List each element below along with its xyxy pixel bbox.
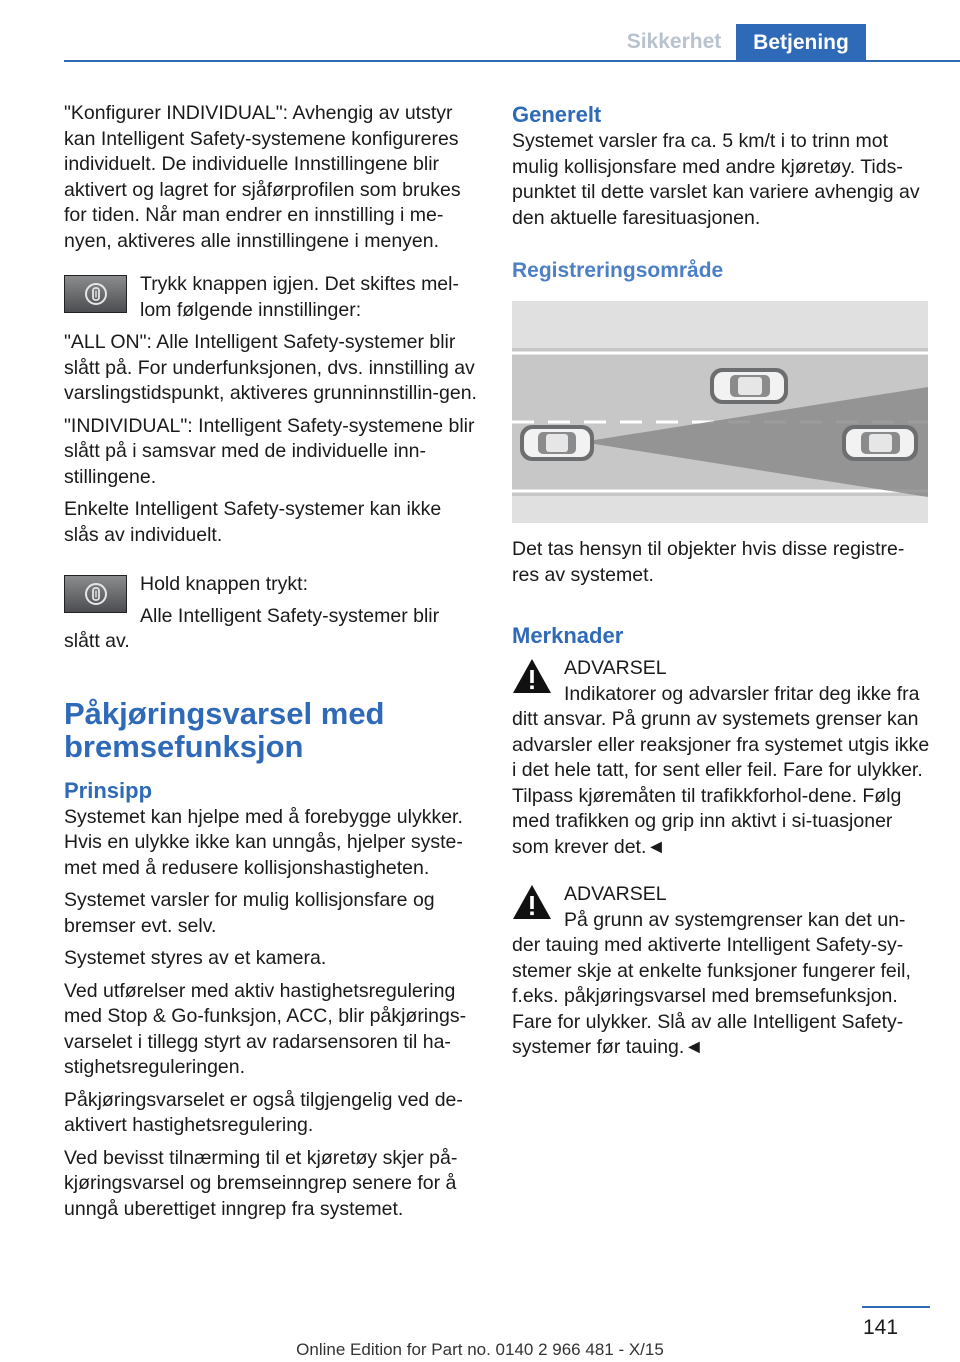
warning-1-title: ADVARSEL xyxy=(564,657,667,679)
intelligent-safety-button-icon xyxy=(64,275,127,313)
warning-2-title: ADVARSEL xyxy=(564,883,667,905)
section-heading: Påkjøringsvarsel med bremsefunksjon xyxy=(64,695,385,764)
principle-paragraph-4: Ved utførelser med aktiv hastighetsregulering med Stop & Go-funksjon, ACC, blir påkjørings‐varselet i tillegg styrt av radarsensoren til ha‐stighetsreguleringen. xyxy=(64,979,467,1078)
press-again-text: Trykk knappen igjen. Det skiftes mel‐lom følgende innstillinger: xyxy=(140,273,459,321)
tab-betjening[interactable]: Betjening xyxy=(736,24,866,62)
warning-triangle-icon xyxy=(512,884,552,920)
intelligent-safety-button-icon xyxy=(64,575,127,613)
warning-triangle-icon xyxy=(512,658,552,694)
hold-button-block xyxy=(64,572,478,655)
principle-heading: Prinsipp xyxy=(64,777,153,803)
principle-paragraph-5: Påkjøringsvarselet er også tilgjengelig ved de‐aktivert hastighetsregulering. xyxy=(64,1088,463,1136)
car-icon xyxy=(710,368,788,404)
general-heading: Generelt xyxy=(512,102,602,127)
all-on-paragraph: "ALL ON": Alle Intelligent Safety-systemer blir slått på. For underfunksjonen, dvs. innstilling av varslingstidspunkt, aktiveres grunninnstillin‐gen. xyxy=(64,331,477,404)
warning-block-2 xyxy=(512,882,930,1061)
hold-button-text: Hold knappen trykt: xyxy=(140,573,309,595)
general-paragraph: Systemet varsler fra ca. 5 km/t i to trinn mot mulig kollisjonsfare med andre kjøretøy. Tids‐punktet til dette varslet kan variere avhengig av den aktuelle faresituasjonen. xyxy=(512,130,920,229)
warning-1-text: ditt ansvar. På grunn av systemets grenser kan advarsler eller reaksjoner fra systemet utgis ikke i det hele tatt, for sent eller feil. Fare for ulykker. Tilpass kjøremåten til trafikkforhol‐dene. Følg med trafikken og grip inn aktivt i si‐tuasjoner som krever det.◄ xyxy=(512,708,930,858)
detection-area-illustration xyxy=(512,301,928,523)
warning-2-text: der tauing med aktiverte Intelligent Safety-sy‐stemer skje at enkelte funksjoner fungerer feil, f.eks. påkjøringsvarsel med bremsefunksjon. Fare for ulykker. Slå av alle Intelligent Safety-systemer før tauing.◄ xyxy=(512,934,911,1058)
page-number: 141 xyxy=(863,1316,899,1339)
principle-paragraph-2: Systemet varsler for mulig kollisjonsfare og bremser evt. selv. xyxy=(64,889,435,937)
detection-area-paragraph: Det tas hensyn til objekter hvis disse registre‐res av systemet. xyxy=(512,538,905,586)
page-header xyxy=(0,0,960,62)
tab-sikkerhet[interactable]: Sikkerhet xyxy=(626,30,722,53)
warning-2-first-line: På grunn av systemgrenser kan det un‐ xyxy=(564,908,906,931)
hold-button-result: Alle Intelligent Safety-systemer blir slått av. xyxy=(64,604,440,652)
individual-paragraph: "INDIVIDUAL": Intelligent Safety-systemene blir slått på i samsvar med de individuelle inn‐stillingene. xyxy=(64,414,475,488)
warning-1-first-line: Indikatorer og advarsler fritar deg ikke fra xyxy=(564,682,920,705)
warning-block-1 xyxy=(512,656,930,860)
header-rule xyxy=(64,60,960,62)
car-icon xyxy=(520,425,594,461)
edition-footer: Online Edition for Part no. 0140 2 966 481 - X/15 xyxy=(296,1340,664,1359)
principle-paragraph-1: Systemet kan hjelpe med å forebygge ulykker. Hvis en ulykke ikke kan unngås, hjelper syste‐met med å redusere kollisjonshastigheten. xyxy=(64,805,463,879)
right-column xyxy=(512,101,930,1068)
principle-paragraph-3: Systemet styres av et kamera. xyxy=(64,947,327,969)
single-systems-paragraph: Enkelte Intelligent Safety-systemer kan ikke slås av individuelt. xyxy=(64,498,442,546)
car-icon xyxy=(842,425,918,461)
footer-rule xyxy=(862,1306,930,1308)
notes-heading: Merknader xyxy=(512,623,624,648)
press-again-block xyxy=(64,272,478,323)
configure-individual-paragraph: "Konfigurer INDIVIDUAL": Avhengig av utstyr kan Intelligent Safety-systemene konfigureres individuelt. De individuelle Innstillingene blir aktivert og lagret for sjåførprofilen som brukes for tiden. Når man endrer en innstilling i me‐nyen, aktiveres alle innstillingene i menyen. xyxy=(64,102,461,252)
principle-paragraph-6: Ved bevisst tilnærming til et kjøretøy skjer på‐kjøringsvarsel og bremseinngrep senere for å unngå uberettiget inngrep fra systemet. xyxy=(64,1146,458,1220)
detection-area-heading: Registreringsområde xyxy=(512,259,724,282)
left-column xyxy=(64,101,478,1229)
